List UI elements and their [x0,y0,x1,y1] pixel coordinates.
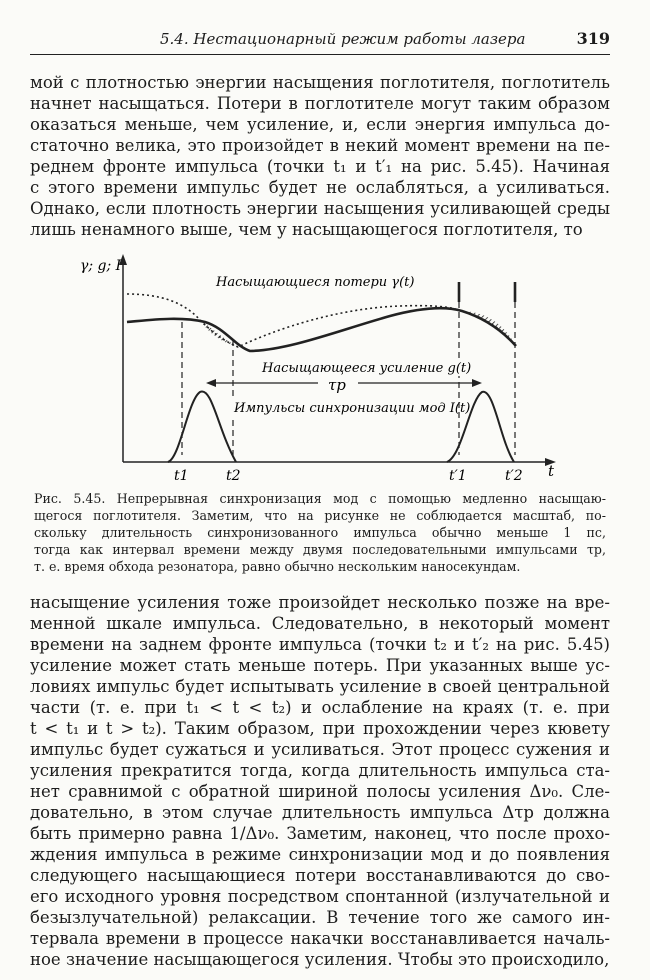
text-line: насыщение усиления тоже произойдет несколько позже на вре- [30,593,610,612]
caption-line: щегося поглотителя. Заметим, что на рисунке не соблюдается масштаб, по- [34,508,606,523]
header-title: 5.4. Нестационарный режим работы лазера [160,30,526,48]
text-line: ное значение насыщающегося усиления. Чтобы это происходило, [30,950,610,969]
hatch-region-right [462,311,516,346]
paragraph-bottom [30,592,610,970]
losses-curve [127,294,516,347]
page-number: 319 [576,29,610,48]
text-line: быть примерно равна 1/Δν₀. Заметим, наконец, что после прохо- [30,824,610,843]
caption-line: т. е. время обхода резонатора, равно обычно нескольким наносекундам. [34,559,521,574]
text-line: времени на заднем фронте импульса (точки t₂ и t′₂ на рис. 5.45) [30,635,610,654]
y-axis-label: γ; g; I [80,258,122,274]
text-line: мой с плотностью энергии насыщения поглотителя, поглотитель [30,73,610,92]
text-line: следующего насыщающиеся потери восстанавливаются до сво- [30,866,610,885]
gain-curve [127,308,516,351]
text-line: ловиях импульс будет испытывать усиление в своей центральной [30,677,610,696]
label-losses: Насыщающиеся потери γ(t) [216,275,415,290]
caption-line: Рис. 5.45. Непрерывная синхронизация мод с помощью медленно насыщаю- [34,491,606,506]
tick-label-t2p: t′2 [505,468,523,484]
text-line: импульс будет сужаться и усиливаться. Этот процесс сужения и [30,740,610,759]
text-line: довательно, в этом случае длительность импульса Δτp должна [30,803,610,822]
x-axis-label: t [548,462,555,480]
pulse-left [168,391,236,462]
text-line: Однако, если плотность энергии насыщения усиливающей среды [30,199,610,218]
figure-caption [34,490,606,575]
text-line: менной шкале импульса. Следовательно, в некоторый момент [30,614,610,633]
text-line: части (т. е. при t₁ < t < t₂) и ослабление на краях (т. е. при [30,698,610,717]
text-line: ждения импульса в режиме синхронизации мод и до появления [30,845,610,864]
caption-line: скольку длительность синхронизованного импульса обычно меньше 1 пс, [34,525,606,540]
text-line: начнет насыщаться. Потери в поглотителе могут таким образом [30,94,610,113]
paragraph-top [30,72,610,240]
text-line: оказаться меньше, чем усиление, и, если энергия импульса до- [30,115,610,134]
label-gain: Насыщающееся усиление g(t) [262,361,472,376]
tau-label: τp [328,376,346,394]
label-pulses: Импульсы синхронизации мод I(t) [234,401,471,416]
tick-label-t1: t1 [174,468,189,484]
running-header [30,24,610,55]
text-line: с этого времени импульс будет не ослабляться, а усиливаться. [30,178,610,197]
caption-line: тогда как интервал времени между двумя последовательными импульсами τp, [34,542,606,557]
text-line: его исходного уровня посредством спонтанной (излучательной и [30,887,610,906]
text-line: усиление может стать меньше потерь. При указанных выше ус- [30,656,610,675]
figure-5-45 [0,250,650,490]
text-line: статочно велика, это произойдет в некий момент времени на пе- [30,136,610,155]
text-line: усиления прекратится тогда, когда длительность импульса ста- [30,761,610,780]
text-line: нет сравнимой с обратной шириной полосы усиления Δν₀. Сле- [30,782,610,801]
text-line: тервала времени в процессе накачки восстанавливается началь- [30,929,610,948]
text-line: безызлучательной) релаксации. В течение того же самого ин- [30,908,610,927]
text-line: t < t₁ и t > t₂). Таким образом, при прохождении через кювету [30,719,610,738]
tau-arrow-right [472,379,482,387]
hatch-region-left [200,320,238,347]
tau-arrow-left [206,379,216,387]
text-line: лишь ненамного выше, чем у насыщающегося поглотителя, то [30,220,583,239]
tick-label-t2: t2 [226,468,241,484]
text-line: реднем фронте импульса (точки t₁ и t′₁ на рис. 5.45). Начиная [30,157,610,176]
tick-label-t1p: t′1 [449,468,467,484]
